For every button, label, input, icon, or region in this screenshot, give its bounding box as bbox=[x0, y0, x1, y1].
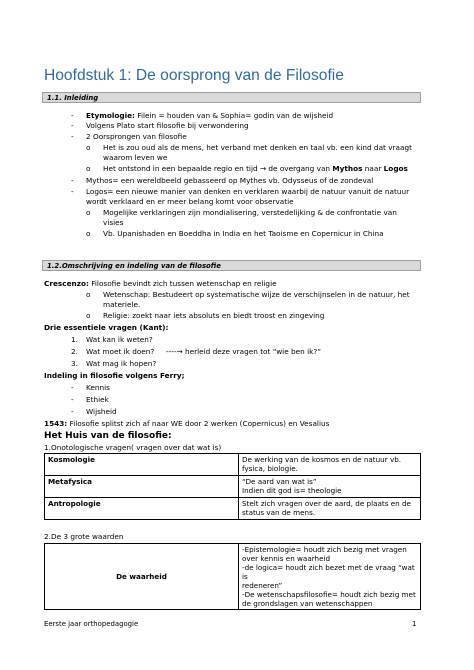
table-row bbox=[45, 498, 421, 520]
ferry-item: Kennis bbox=[86, 383, 110, 392]
table-cell-desc bbox=[239, 476, 421, 498]
ferry-item: Ethiek bbox=[86, 395, 109, 404]
inleiding-item bbox=[103, 153, 167, 162]
section-heading-omschrijving bbox=[42, 260, 421, 271]
item-bold-term: Logos bbox=[383, 164, 408, 173]
table-cell-term: Kosmologie bbox=[45, 454, 239, 476]
section-heading-label: 1.2.Omschrijving en indeling van de filosofie bbox=[47, 262, 221, 270]
bullet-circle: o bbox=[86, 164, 91, 173]
footer-course: Eerste jaar orthopedagogie bbox=[44, 620, 139, 628]
inleiding-item bbox=[103, 229, 384, 238]
page-title: Hoofdstuk 1: De oorsprong van de Filosofie bbox=[44, 67, 344, 84]
table-cell-desc bbox=[239, 498, 421, 520]
table-cell-desc bbox=[239, 544, 421, 610]
table-row bbox=[45, 544, 421, 610]
table-row bbox=[45, 454, 421, 476]
bullet-dash: - bbox=[71, 176, 74, 185]
bullet-circle: o bbox=[86, 143, 91, 152]
table-cell-term: De waarheid bbox=[45, 544, 239, 610]
list-number: 3. bbox=[71, 359, 78, 368]
inleiding-item bbox=[103, 208, 397, 217]
item-text: Mythos= een wereldbeeld gebasseerd op Mythes vb. Odysseus of de zondeval bbox=[86, 176, 374, 185]
inleiding-item bbox=[86, 121, 249, 130]
inleiding-item bbox=[86, 197, 294, 206]
section-heading-inleiding bbox=[42, 92, 421, 103]
crescenzo-line bbox=[44, 279, 277, 288]
crescenzo-item: Religie: zoekt naar iets absoluts en biedt troost en zingeving bbox=[103, 311, 325, 320]
desc-line: Stelt zich vragen over de aard, de plaats en de bbox=[242, 499, 411, 508]
item-text: Het is zou oud als de mens, het verband met denken en taal vb. een kind dat vraagt bbox=[103, 143, 412, 152]
kant-question: Wat moet ik doen? bbox=[86, 347, 155, 356]
item-text: Volgens Plato start filosofie bij verwondering bbox=[86, 121, 249, 130]
inleiding-item bbox=[86, 111, 333, 120]
bullet-circle: o bbox=[86, 311, 91, 320]
bullet-dash: - bbox=[71, 383, 74, 392]
crescenzo-text: Filosofie bevindt zich tussen wetenschap en religie bbox=[88, 279, 277, 288]
onto-heading: 1.Onotologische vragen( vragen over dat wat is) bbox=[44, 443, 222, 452]
huis-heading: Het Huis van de filosofie: bbox=[44, 431, 172, 441]
bullet-dash: - bbox=[71, 111, 74, 120]
bullet-dash: - bbox=[71, 187, 74, 196]
table-cell-term: Metafysica bbox=[45, 476, 239, 498]
desc-line: -De wetenschapsfilosofie= houdt zich bezig met bbox=[242, 590, 416, 599]
crescenzo-label: Crescenzo: bbox=[44, 279, 89, 288]
desc-line: de grondslagen van wetenschappen bbox=[242, 599, 373, 608]
year-text: Filosofie splitst zich af naar WE door 2 werken (Copernicus) en Vesalius bbox=[67, 419, 330, 428]
item-text: Vb. Upanishaden en Boeddha in India en het Taoisme en Copernicur in China bbox=[103, 229, 384, 238]
bullet-circle: o bbox=[86, 229, 91, 238]
inleiding-item bbox=[103, 164, 408, 173]
item-text: waarom leven we bbox=[103, 153, 168, 162]
ferry-heading: Indeling in filosofie volgens Ferry; bbox=[44, 371, 185, 380]
inleiding-item bbox=[103, 218, 123, 227]
inleiding-item bbox=[86, 187, 409, 196]
desc-line: status van de mens. bbox=[242, 508, 316, 517]
bullet-dash: - bbox=[71, 121, 74, 130]
item-text: wordt verklaard en er meer belang komt voor observatie bbox=[86, 197, 294, 206]
ferry-item: Wijsheid bbox=[86, 407, 117, 416]
bullet-dash: - bbox=[71, 395, 74, 404]
list-number: 2. bbox=[71, 347, 78, 356]
item-bold-label: Etymologie: bbox=[86, 111, 135, 120]
desc-line: redeneren” bbox=[242, 581, 283, 590]
item-text: Filein = houden van & Sophia= godin van de wijsheid bbox=[134, 111, 334, 120]
bullet-dash: - bbox=[71, 132, 74, 141]
footer-page-number: 1 bbox=[412, 620, 417, 628]
list-number: 1. bbox=[71, 335, 78, 344]
inleiding-item bbox=[103, 143, 412, 152]
item-text: naar bbox=[362, 164, 384, 173]
values-table bbox=[44, 543, 421, 610]
desc-line: De werking van de kosmos en de natuur vb. bbox=[242, 455, 402, 464]
kant-question: Wat kan ik weten? bbox=[86, 335, 153, 344]
kant-note: ----→ herleid deze vragen tot “wie ben ik?” bbox=[166, 347, 321, 356]
item-text: visies bbox=[103, 218, 124, 227]
item-text: Het ontstond in een bepaalde regio en tijd → de overgang van bbox=[103, 164, 333, 173]
bullet-circle: o bbox=[86, 290, 91, 299]
kant-heading: Drie essentiele vragen (Kant): bbox=[44, 323, 169, 332]
item-text: Mogelijke verklaringen zijn mondialisering, verstedelijking & de confrontatie van bbox=[103, 208, 397, 217]
year-line bbox=[44, 419, 329, 428]
table-cell-desc bbox=[239, 454, 421, 476]
inleiding-item bbox=[86, 176, 373, 185]
desc-line: Indien dit god is= theologie bbox=[242, 486, 342, 495]
desc-line: fysica, biologie. bbox=[242, 464, 298, 473]
table-row bbox=[45, 476, 421, 498]
desc-line: -de logica= houdt zich bezet met de vraag “wat is bbox=[242, 563, 415, 581]
desc-line: over kennis en waarheid bbox=[242, 554, 331, 563]
crescenzo-item: materiele. bbox=[103, 300, 141, 309]
inleiding-item bbox=[86, 132, 187, 141]
item-text: 2 Oorsprongen van filosofie bbox=[86, 132, 187, 141]
item-bold-term: Mythos bbox=[332, 164, 363, 173]
section-heading-label: 1.1. Inleiding bbox=[47, 94, 99, 102]
bullet-dash: - bbox=[71, 407, 74, 416]
year-label: 1543: bbox=[44, 419, 68, 428]
table-cell-term: Antropologie bbox=[45, 498, 239, 520]
waarden-heading: 2.De 3 grote waarden bbox=[44, 532, 124, 541]
item-text: Logos= een nieuwe manier van denken en verklaren waarbij de natuur vanuit de natuur bbox=[86, 187, 410, 196]
kant-question: Wat mag ik hopen? bbox=[86, 359, 157, 368]
crescenzo-item: Wetenschap: Bestudeert op systematische wijze de verschijnselen in de natuur, het bbox=[103, 290, 410, 299]
desc-line: -Epistemologie= houdt zich bezig met vragen bbox=[242, 545, 407, 554]
bullet-circle: o bbox=[86, 208, 91, 217]
desc-line: “De aard van wat is” bbox=[242, 477, 317, 486]
ontology-table bbox=[44, 453, 421, 520]
